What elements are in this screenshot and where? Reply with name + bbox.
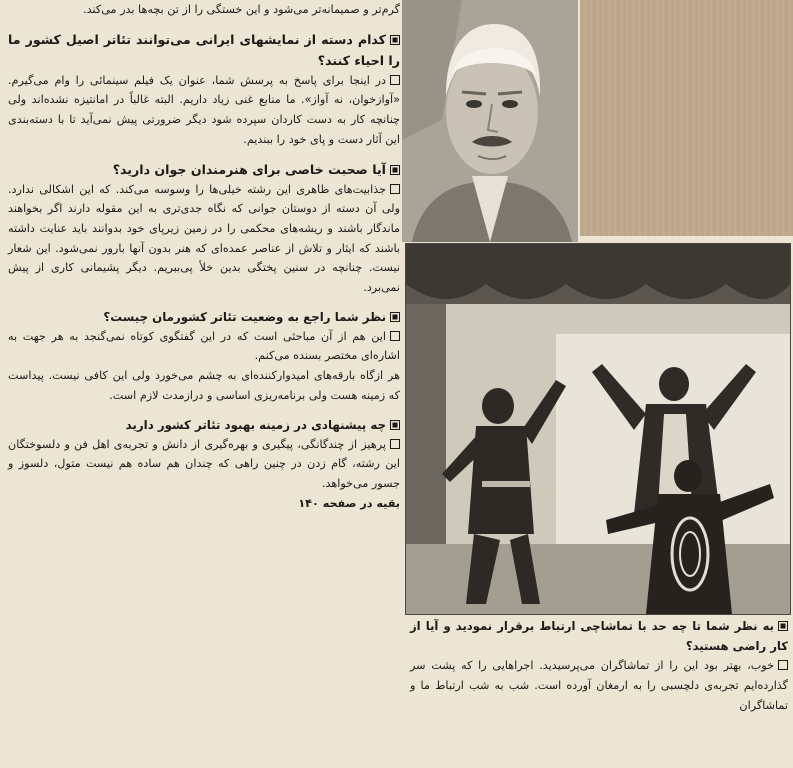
answer-4: پرهیز از چندگانگی، پیگیری و بهره‌گیری از دانش و تجربه‌ی اهل فن و دلسوختگان این رشته، گام زدن در چنین راهی که چندان هم ساده هم نیست متول، دلسوز و جسور می‌خواهد. [8, 437, 400, 490]
question-3: نظر شما راجع به وضعیت تئاتر کشورمان چیست؟ [8, 307, 400, 327]
portrait-man-icon [402, 0, 578, 242]
question-box-icon [390, 312, 400, 322]
question-2: آیا صحبت خاصی برای هنرمندان جوان دارید؟ [8, 159, 400, 180]
answer-3: این هم از آن مباحثی است که در این گفتگوی کوتاه نمی‌گنجد به هر جهت به اشاره‌ای مختصر بسنده می‌کنم. [8, 329, 400, 363]
stage-photo [405, 243, 791, 615]
question-box-icon [390, 420, 400, 430]
question-1: کدام دسته از نمایشهای ایرانی می‌توانند تئاتر اصیل کشور ما را احیاء کنند؟ [8, 31, 400, 68]
portrait-photo [402, 0, 578, 242]
question-box-icon [390, 165, 400, 175]
question-box-icon [778, 621, 788, 631]
answer-box-icon [390, 439, 400, 449]
answer-2: جذابیت‌های ظاهری این رشته خیلی‌ها را وسوسه می‌کند. که این اشکالی ندارد. ولی آن دسته از دوستان جوانی که نگاه جدی‌تری به این مقوله دارند اگر بخواهند ماندگار باشند و ریشه‌های محکمی را در زمین زیرپای خود بدوانند باید عنایت داشته باشند که ایثار و تلاش از عناصر عمده‌ای که هنر بدون آنها بارور نمی‌شود. این شعار نیست. چنانچه در سنین پختگی بدین خلأ پی‌ببریم. دیگر پشیمانی کاری از پیش نمی‌برد. [8, 182, 400, 295]
answer-box-icon [778, 660, 788, 670]
answer-3-continued: هر ازگاه بارقه‌های امیدوارکننده‌ای به چشم می‌خورد ولی این کافی نیست. پیداست که زمینه هست ولی برنامه‌ریزی اساسی و درازمدت لازم است. [8, 369, 400, 402]
continued-on-page: بقیه در صفحه ۱۴۰ [298, 496, 400, 510]
answer-box-icon [390, 184, 400, 194]
answer-box-icon [390, 75, 400, 85]
caption-question: به نظر شما تا چه حد با تماشاچی ارتباط برقرار نمودید و آیا از کار راضی هستید؟ [410, 619, 788, 653]
paragraph-intro: گرم‌تر و صمیمانه‌تر می‌شود و این خستگی را از تن بچه‌ها بدر می‌کند. [83, 3, 400, 16]
answer-box-icon [390, 331, 400, 341]
question-4: چه پیشنهادی در زمینه بهبود تئاتر کشور دارید [8, 415, 400, 435]
photo-caption-column [410, 616, 788, 716]
question-box-icon [390, 35, 400, 45]
caption-answer: خوب، بهتر بود این را از تماشاگران می‌پرسیدید. اجراهایی را که پشت سر گذارده‌ایم تجربه‌ی دلچسبی را به ارمغان آورده است. شب به شب ارتباط ما و تماشاگران [410, 659, 788, 712]
answer-1: در اینجا برای پاسخ به پرسش شما، عنوان یک فیلم سینمائی را وام می‌گیرم. «آوازخوان، نه آواز». ما منابع غنی زیاد داریم. البته غالباً در امانتیزه نشده‌اند ولی چنانچه کار به دست کاردان سپرده شود دیگر ضرورتی پیش نمی‌آید تا با دسته‌بندی این آثار دست و پای خود را ببندیم. [8, 73, 400, 146]
photo-background-panel [580, 0, 793, 236]
stage-performance-icon [406, 244, 790, 614]
article-text-column [8, 0, 400, 768]
